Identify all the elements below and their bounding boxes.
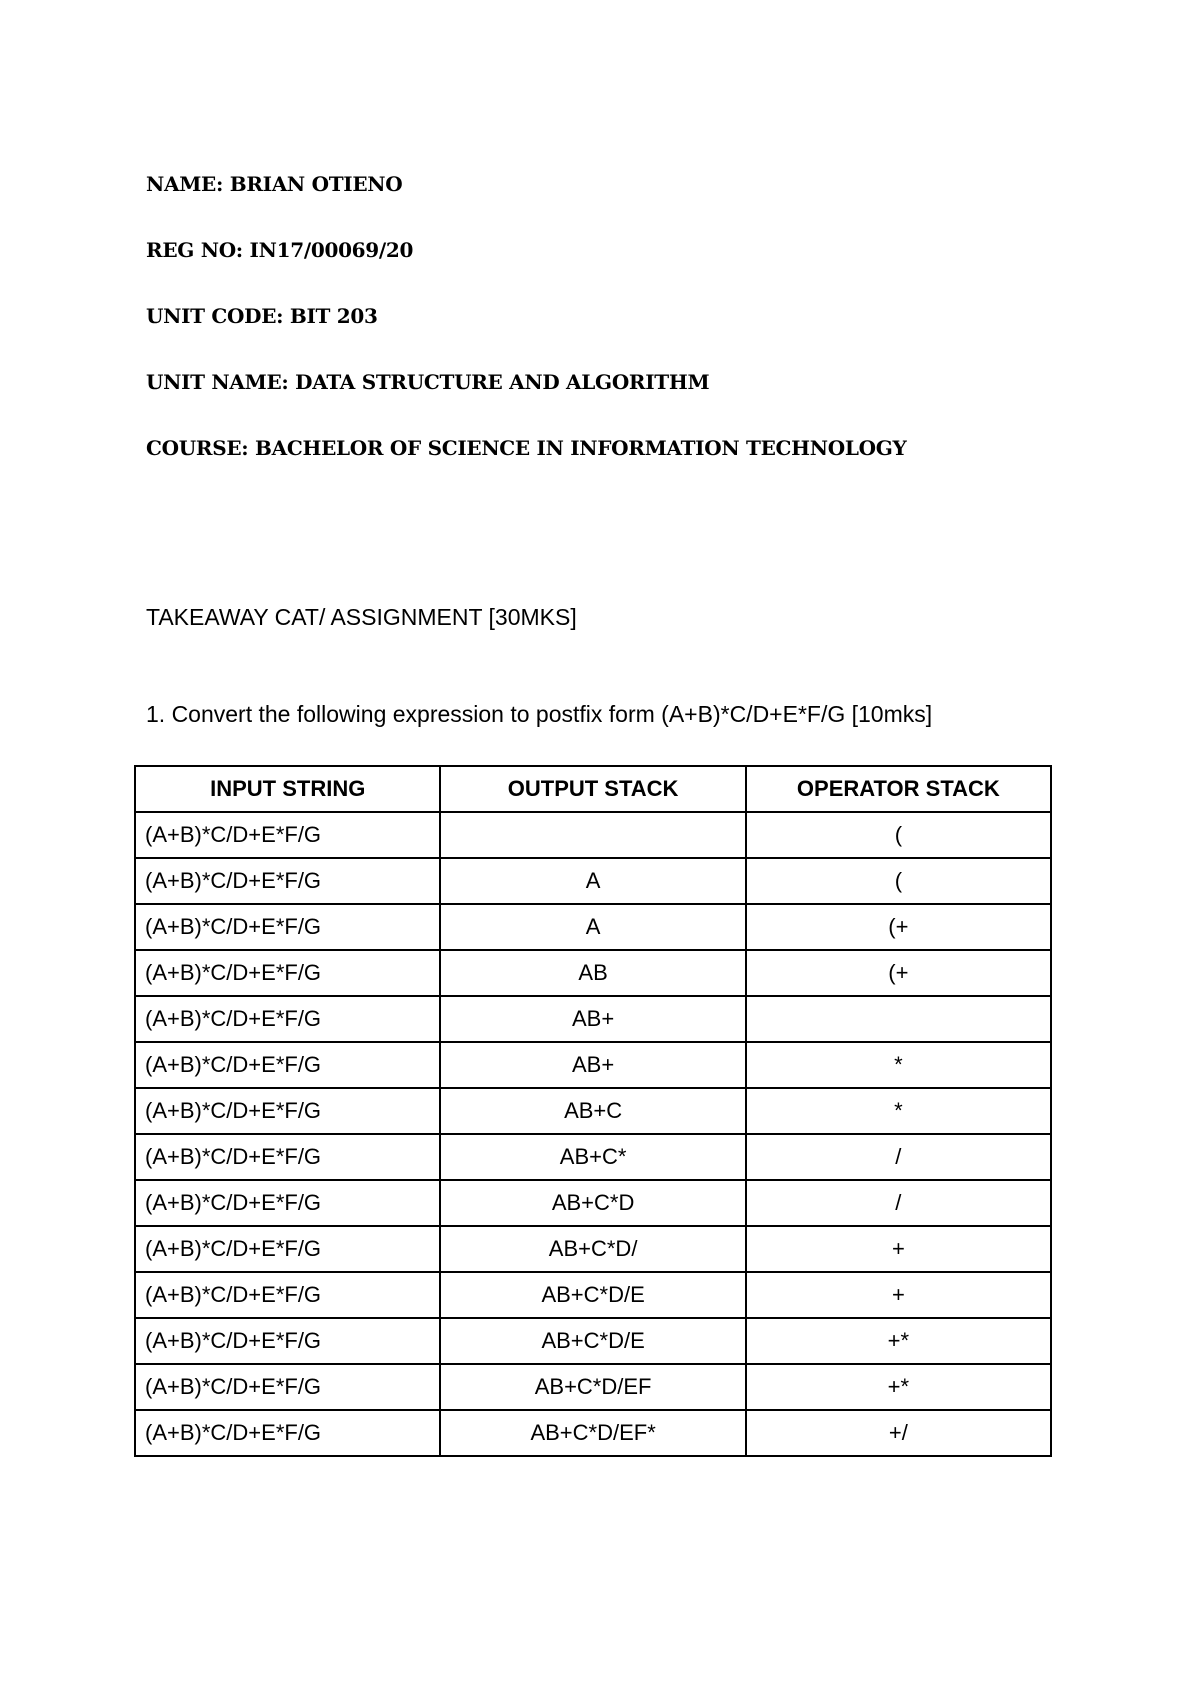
output-stack-cell: AB+C*D/EF	[440, 1364, 745, 1410]
input-string-cell: (A+B)*C/D+E*F/G	[135, 1042, 440, 1088]
unit-code: UNIT CODE: BIT 203	[146, 304, 378, 328]
input-string-cell: (A+B)*C/D+E*F/G	[135, 1272, 440, 1318]
assignment-title: TAKEAWAY CAT/ ASSIGNMENT [30MKS]	[146, 604, 577, 630]
table-row	[135, 1226, 1051, 1272]
student-name: NAME: BRIAN OTIENO	[146, 172, 403, 196]
operator-stack-cell: (+	[746, 950, 1051, 996]
operator-stack-cell: +/	[746, 1410, 1051, 1456]
table-row	[135, 812, 1051, 858]
input-string-cell: (A+B)*C/D+E*F/G	[135, 1180, 440, 1226]
table-row	[135, 1364, 1051, 1410]
table-row	[135, 904, 1051, 950]
operator-stack-cell: +*	[746, 1318, 1051, 1364]
output-stack-cell: A	[440, 904, 745, 950]
output-stack-cell: AB+C	[440, 1088, 745, 1134]
operator-stack-cell: (	[746, 858, 1051, 904]
operator-stack-cell: +	[746, 1226, 1051, 1272]
registration-number: REG NO: IN17/00069/20	[146, 238, 414, 262]
header-operator-stack: OPERATOR STACK	[746, 766, 1051, 812]
postfix-conversion-table	[134, 765, 1052, 1457]
input-string-cell: (A+B)*C/D+E*F/G	[135, 904, 440, 950]
unit-name: UNIT NAME: DATA STRUCTURE AND ALGORITHM	[146, 370, 710, 394]
input-string-cell: (A+B)*C/D+E*F/G	[135, 1088, 440, 1134]
table-header-row	[135, 766, 1051, 812]
output-stack-cell: AB+C*D	[440, 1180, 745, 1226]
output-stack-cell: AB+	[440, 1042, 745, 1088]
question-1: 1. Convert the following expression to postfix form (A+B)*C/D+E*F/G [10mks]	[146, 701, 933, 727]
operator-stack-cell	[746, 996, 1051, 1042]
header-input-string: INPUT STRING	[135, 766, 440, 812]
header-output-stack: OUTPUT STACK	[440, 766, 745, 812]
output-stack-cell: AB	[440, 950, 745, 996]
operator-stack-cell: +*	[746, 1364, 1051, 1410]
operator-stack-cell: *	[746, 1088, 1051, 1134]
input-string-cell: (A+B)*C/D+E*F/G	[135, 1134, 440, 1180]
table-row	[135, 1088, 1051, 1134]
output-stack-cell: AB+C*	[440, 1134, 745, 1180]
output-stack-cell: AB+C*D/E	[440, 1318, 745, 1364]
table-row	[135, 950, 1051, 996]
operator-stack-cell: +	[746, 1272, 1051, 1318]
course-name: COURSE: BACHELOR OF SCIENCE IN INFORMATION TECHNOLOGY	[146, 436, 907, 460]
input-string-cell: (A+B)*C/D+E*F/G	[135, 1226, 440, 1272]
student-details	[146, 170, 906, 500]
input-string-cell: (A+B)*C/D+E*F/G	[135, 1410, 440, 1456]
table-row	[135, 1318, 1051, 1364]
output-stack-cell: AB+	[440, 996, 745, 1042]
input-string-cell: (A+B)*C/D+E*F/G	[135, 812, 440, 858]
operator-stack-cell: (+	[746, 904, 1051, 950]
table-row	[135, 1410, 1051, 1456]
table-row	[135, 1134, 1051, 1180]
input-string-cell: (A+B)*C/D+E*F/G	[135, 1318, 440, 1364]
table-row	[135, 1180, 1051, 1226]
operator-stack-cell: /	[746, 1134, 1051, 1180]
output-stack-cell: A	[440, 858, 745, 904]
operator-stack-cell: /	[746, 1180, 1051, 1226]
operator-stack-cell: *	[746, 1042, 1051, 1088]
table-row	[135, 996, 1051, 1042]
output-stack-cell: AB+C*D/E	[440, 1272, 745, 1318]
input-string-cell: (A+B)*C/D+E*F/G	[135, 858, 440, 904]
operator-stack-cell: (	[746, 812, 1051, 858]
input-string-cell: (A+B)*C/D+E*F/G	[135, 1364, 440, 1410]
output-stack-cell: AB+C*D/EF*	[440, 1410, 745, 1456]
table-row	[135, 1042, 1051, 1088]
input-string-cell: (A+B)*C/D+E*F/G	[135, 996, 440, 1042]
output-stack-cell: AB+C*D/	[440, 1226, 745, 1272]
table-row	[135, 858, 1051, 904]
input-string-cell: (A+B)*C/D+E*F/G	[135, 950, 440, 996]
output-stack-cell	[440, 812, 745, 858]
table-row	[135, 1272, 1051, 1318]
